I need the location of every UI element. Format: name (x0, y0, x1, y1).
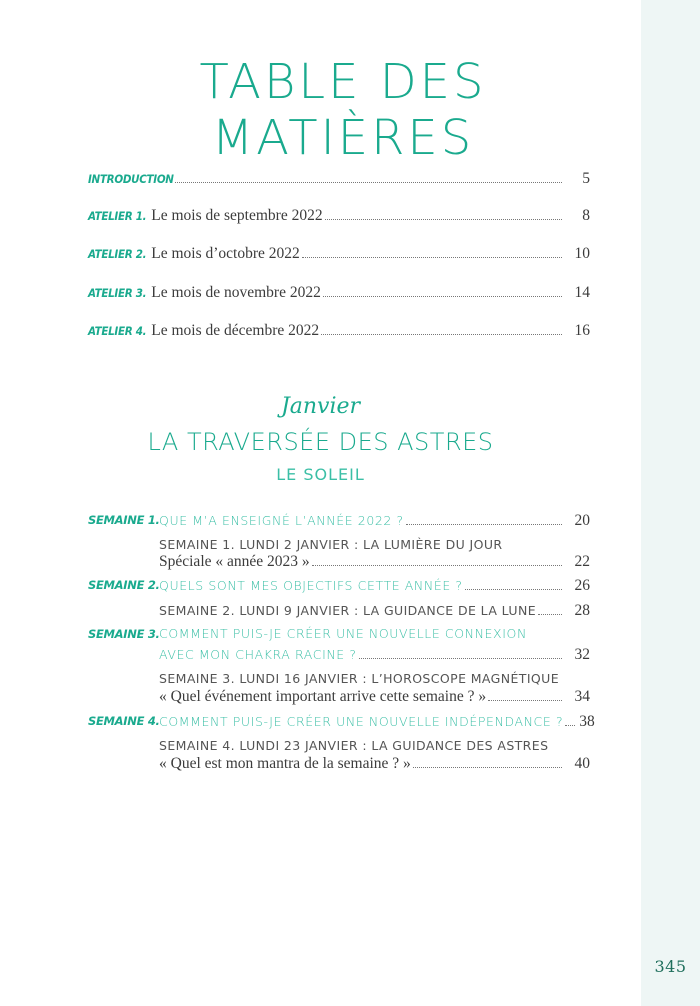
entry-page: 14 (574, 284, 590, 301)
week-question-page: 20 (574, 512, 590, 529)
sub-text: Spéciale « année 2023 » (159, 553, 310, 570)
entry-lead: ATELIER 1. (88, 209, 147, 223)
leader-dots (413, 767, 562, 768)
sub-text: « Quel événement important arrive cette semaine ? » (159, 688, 487, 705)
week-lead: SEMAINE 4. (88, 714, 160, 728)
leader-dots (321, 334, 562, 335)
entry-page: 5 (582, 170, 590, 187)
sub-page: 22 (574, 553, 590, 570)
sub-page: 40 (574, 755, 590, 772)
week-lead: SEMAINE 2. (88, 578, 160, 592)
section-subtitle: LE SOLEIL (276, 465, 365, 484)
week-question-page: 32 (574, 646, 590, 663)
sub-text: « Quel est mon mantra de la semaine ? » (159, 755, 411, 772)
week-lead: SEMAINE 3. (88, 627, 160, 641)
entry-page: 16 (574, 322, 590, 339)
section-title: LA TRAVERSÉE DES ASTRES (147, 428, 494, 456)
week-question-page: 26 (574, 577, 590, 594)
week-question-page: 38 (579, 713, 595, 730)
toc-entry-atelier-2[interactable] (88, 245, 590, 263)
section-month: Janvier (280, 394, 361, 419)
week-question: QUE M’A ENSEIGNÉ L’ANNÉE 2022 ? (159, 513, 404, 528)
entry-text: Le mois de novembre 2022 (151, 284, 321, 301)
sub-heading: SEMAINE 2. LUNDI 9 JANVIER : LA GUIDANCE DE LA LUNE (159, 603, 536, 618)
leader-dots (323, 296, 562, 297)
sub-heading: SEMAINE 3. LUNDI 16 JANVIER : L’HOROSCOPE MAGNÉTIQUE (159, 671, 559, 686)
week-question-line-1: COMMENT PUIS-JE CRÉER UNE NOUVELLE CONNEXION (159, 626, 527, 641)
toc-entry-atelier-4[interactable] (88, 322, 590, 340)
entry-lead: ATELIER 4. (88, 324, 147, 338)
toc-entry-atelier-1[interactable] (88, 207, 590, 225)
side-strip (641, 0, 700, 1006)
entry-lead: ATELIER 2. (88, 247, 147, 261)
leader-dots (175, 182, 562, 183)
page-number: 345 (654, 957, 687, 976)
week-question-line-2: AVEC MON CHAKRA RACINE ? (159, 647, 357, 662)
sub-page: 34 (574, 688, 590, 705)
leader-dots (488, 700, 562, 701)
toc-entry-introduction[interactable] (88, 170, 590, 188)
sub-page: 28 (574, 602, 590, 619)
leader-dots (406, 524, 562, 525)
leader-dots (359, 658, 562, 659)
leader-dots (538, 614, 562, 615)
leader-dots (325, 219, 562, 220)
entry-page: 10 (574, 245, 590, 262)
entry-lead: ATELIER 3. (88, 286, 147, 300)
sub-heading: SEMAINE 4. LUNDI 23 JANVIER : LA GUIDANCE DES ASTRES (159, 738, 549, 753)
entry-lead: INTRODUCTION (88, 172, 174, 186)
leader-dots (302, 257, 562, 258)
entry-text: Le mois d’octobre 2022 (151, 245, 300, 262)
leader-dots (312, 565, 562, 566)
leader-dots (565, 725, 575, 726)
week-lead: SEMAINE 1. (88, 513, 160, 527)
entry-text: Le mois de décembre 2022 (151, 322, 320, 339)
toc-entry-atelier-3[interactable] (88, 284, 590, 302)
leader-dots (465, 589, 562, 590)
week-question: COMMENT PUIS-JE CRÉER UNE NOUVELLE INDÉPENDANCE ? (159, 714, 564, 729)
page-title: TABLE DES MATIÈRES (199, 54, 487, 166)
sub-heading: SEMAINE 1. LUNDI 2 JANVIER : LA LUMIÈRE DU JOUR (159, 537, 503, 552)
entry-page: 8 (582, 207, 590, 224)
entry-text: Le mois de septembre 2022 (151, 207, 323, 224)
week-question: QUELS SONT MES OBJECTIFS CETTE ANNÉE ? (159, 578, 463, 593)
